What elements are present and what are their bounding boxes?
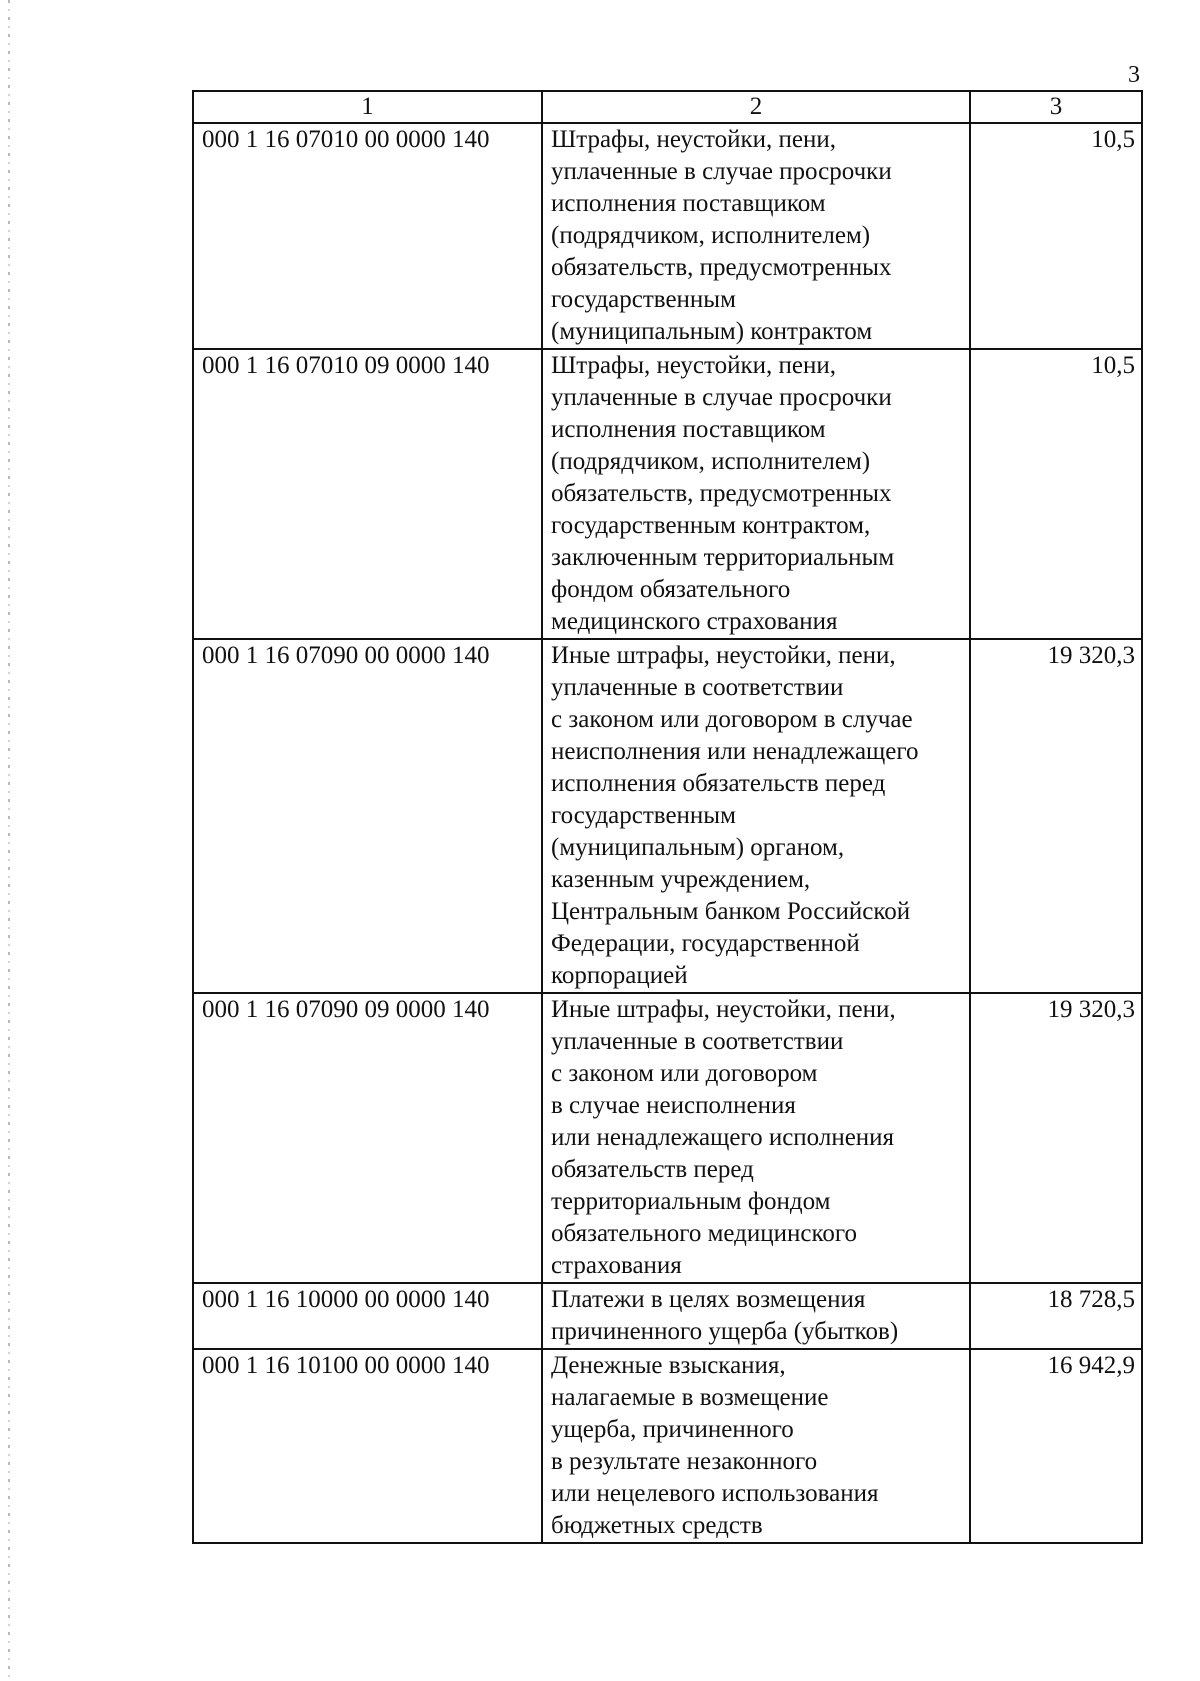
row-code: 000 1 16 07010 00 0000 140 [193, 123, 542, 349]
row-code: 000 1 16 10000 00 0000 140 [193, 1283, 542, 1349]
scan-edge-artifact [8, 0, 10, 1681]
row-amount: 16 942,9 [970, 1349, 1142, 1543]
budget-table [192, 90, 1143, 1544]
page-number: 3 [1128, 62, 1140, 88]
row-name: Штрафы, неустойки, пени, уплаченные в случае просрочки исполнения поставщиком (подрядчиком, исполнителем) обязательств, предусмотренных государственным контрактом, заключенным территориальным фондом обязательного медицинского страхования [542, 349, 970, 639]
row-amount: 10,5 [970, 349, 1142, 639]
row-code: 000 1 16 07090 09 0000 140 [193, 993, 542, 1283]
row-amount: 19 320,3 [970, 639, 1142, 993]
table-row [193, 349, 1142, 639]
row-name: Штрафы, неустойки, пени, уплаченные в случае просрочки исполнения поставщиком (подрядчиком, исполнителем) обязательств, предусмотренных государственным (муниципальным) контрактом [542, 123, 970, 349]
header-row [193, 91, 1142, 123]
table-row [193, 123, 1142, 349]
row-amount: 10,5 [970, 123, 1142, 349]
row-amount: 19 320,3 [970, 993, 1142, 1283]
row-code: 000 1 16 10100 00 0000 140 [193, 1349, 542, 1543]
row-amount: 18 728,5 [970, 1283, 1142, 1349]
table-row [193, 1349, 1142, 1543]
row-name: Денежные взыскания, налагаемые в возмещение ущерба, причиненного в результате незаконного или нецелевого использования бюджетных средств [542, 1349, 970, 1543]
table-row [193, 1283, 1142, 1349]
row-code: 000 1 16 07010 09 0000 140 [193, 349, 542, 639]
column-header-amount: 3 [970, 91, 1142, 123]
row-name: Иные штрафы, неустойки, пени, уплаченные в соответствии с законом или договором в случае неисполнения или ненадлежащего исполнения обязательств перед территориальным фондом обязательного медицинского страхования [542, 993, 970, 1283]
row-code: 000 1 16 07090 00 0000 140 [193, 639, 542, 993]
row-name: Платежи в целях возмещения причиненного ущерба (убытков) [542, 1283, 970, 1349]
column-header-code: 1 [193, 91, 542, 123]
column-header-name: 2 [542, 91, 970, 123]
row-name: Иные штрафы, неустойки, пени, уплаченные в соответствии с законом или договором в случае неисполнения или ненадлежащего исполнения обязательств перед государственным (муниципальным) органом, казенным учреждением, Центральным банком Российской Федерации, государственной корпорацией [542, 639, 970, 993]
table-row [193, 639, 1142, 993]
table-row [193, 993, 1142, 1283]
